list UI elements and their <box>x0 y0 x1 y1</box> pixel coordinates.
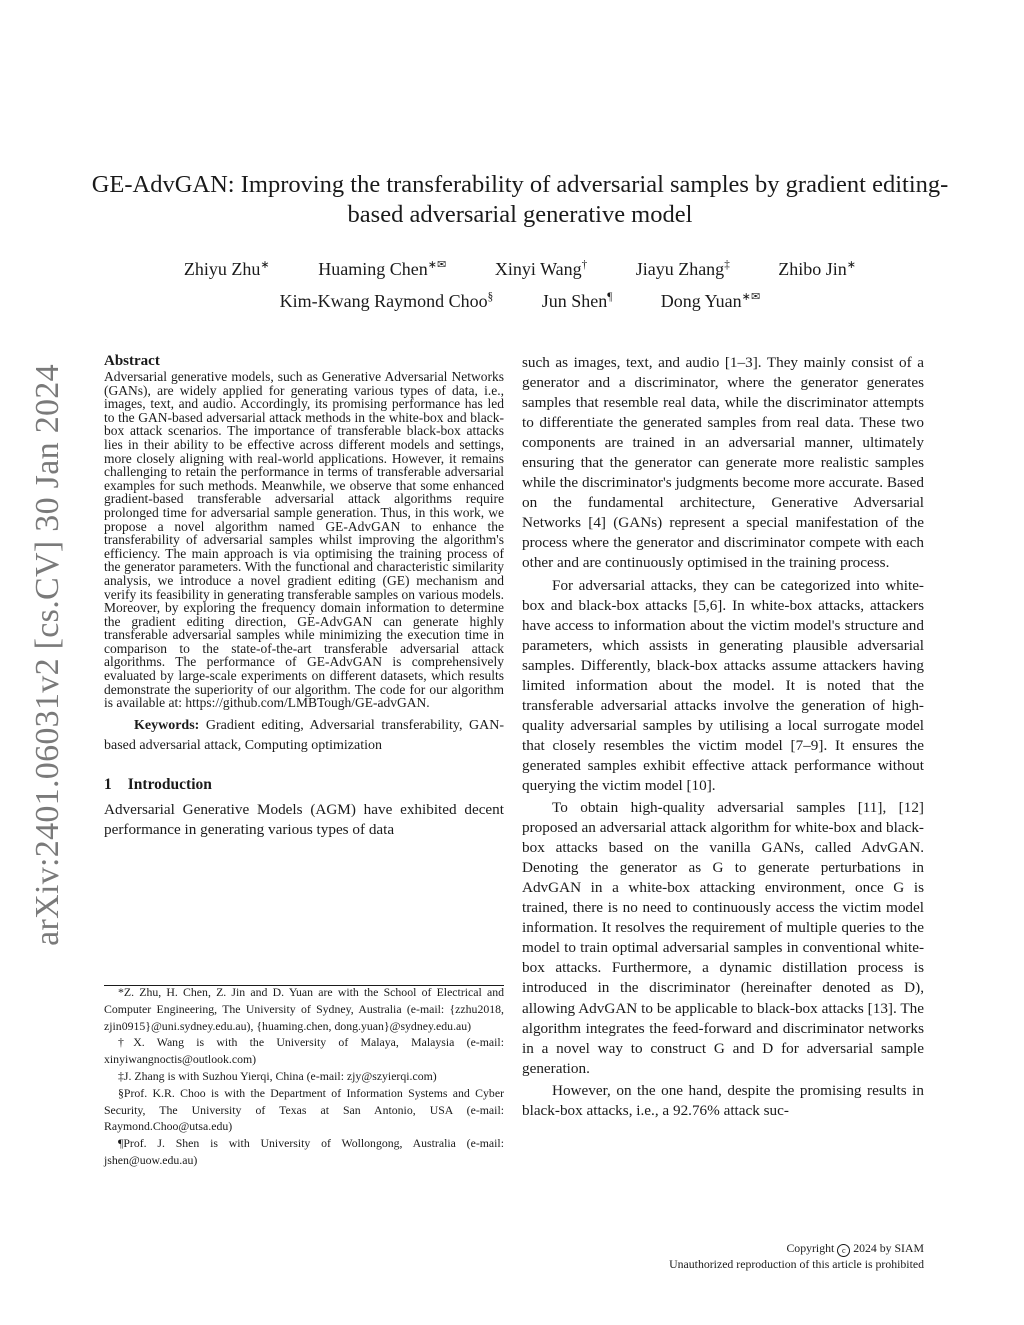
section-heading-introduction: 1 Introduction <box>104 775 212 793</box>
footnote: *Z. Zhu, H. Chen, Z. Jin and D. Yuan are with the School of Electrical and Computer Engineering, The University of Sydney, Australia (e-mail: {zzhu2018, zjin0915}@uni.sydney.edu.au), {huaming.chen, dong.yuan}@sydney.edu.au) <box>104 985 504 1033</box>
author: Zhiyu Zhu∗ <box>183 259 270 279</box>
footnote: ‡J. Zhang is with Suzhou Yierqi, China (e-mail: zjy@szyierqi.com) <box>118 1068 437 1083</box>
abstract-heading: Abstract <box>104 353 160 369</box>
left-column <box>104 352 504 840</box>
reproduction-notice: Unauthorized reproduction of this article is prohibited <box>669 1257 924 1271</box>
body-paragraph: such as images, text, and audio [1–3]. They mainly consist of a generator and a discriminator, where the generator generates samples that resemble real data, while the discriminator attempts to differentiate the generated samples from real data. These two components are trained in an adversarial manner, ultimately ensuring that the generator can generate more realistic samples while the discriminator's judgments become more accurate. Based on the fundamental architecture, Generative Adversarial Networks [4] (GANs) represent a special manifestation of the process where the generator and discriminator compete with each other and are continuously optimised in the training process. <box>522 354 924 572</box>
footnote: §Prof. K.R. Choo is with the Department of Information Systems and Cyber Security, The University of Texas at San Antonio, USA (e-mail: Raymond.Choo@utsa.edu) <box>104 1085 504 1134</box>
copyright-line: Copyright c 2024 by SIAM <box>786 1241 924 1255</box>
footnotes <box>104 985 504 1169</box>
body-paragraph: However, on the one hand, despite the promising results in black-box attacks, i.e., a 92.76% attack suc- <box>522 1081 924 1119</box>
paper-title: GE-AdvGAN: Improving the transferability of adversarial samples by gradient editing-based adversarial generative model <box>91 171 949 228</box>
author: Huaming Chen∗✉ <box>318 259 447 279</box>
keywords-label: Keywords: <box>134 717 200 733</box>
body-paragraph: For adversarial attacks, they can be categorized into white-box and black-box attacks [5,6]. In white-box attacks, attackers have access to information about the victim model's structure and parameters, which assists in generating plausible adversarial samples. Differently, black-box attacks assume attackers having limited information about the model. It is noted that the transferable adversarial attacks involve the generation of high-quality adversarial samples by utilising a local surrogate model that closely resembles the victim model [7–9]. It ensures the generated samples exhibit effective attack performance without querying the victim model [10]. <box>522 576 924 794</box>
author-list <box>90 253 950 317</box>
author: Zhibo Jin∗ <box>778 259 857 279</box>
author-row-2 <box>90 285 950 317</box>
author: Jiayu Zhang‡ <box>635 259 730 279</box>
keywords-text: Gradient editing, Adversarial transferability, GAN-based adversarial attack, Computing optimization <box>104 717 504 753</box>
copyright-symbol: c <box>837 1244 850 1257</box>
footnote: †X. Wang is with the University of Malaya, Malaysia (e-mail: xinyiwangnoctis@outlook.com) <box>104 1035 504 1067</box>
author: Kim-Kwang Raymond Choo§ <box>279 291 494 311</box>
author: Dong Yuan∗✉ <box>660 291 761 311</box>
arxiv-id: arXiv:2401.06031v2 [cs.CV] 30 Jan 2024 <box>29 364 66 946</box>
author: Xinyi Wang† <box>494 259 588 279</box>
right-column <box>522 353 924 1121</box>
abstract-body: Adversarial generative models, such as Generative Adversarial Networks (GANs), are widely applied for generating various types of data, i.e., images, text, and audio. Accordingly, its promising performance has led to the GAN-based adversarial attack methods in the white-box and black-box attack scenarios. The importance of transferable black-box attacks lies in their ability to be effective across different models and settings, more closely aligning with real-world applications. However, it remains challenging to retain the performance in terms of transferable adversarial examples for such methods. Meanwhile, we observe that some enhanced gradient-based transferable adversarial attack algorithms require prolonged time for adversarial sample generation. Thus, in this work, we propose a novel algorithm named GE-AdvGAN to enhance the transferability of adversarial samples whilst improving the algorithm's efficiency. The main approach is via optimising the training process of the generator parameters. With the functional and characteristic similarity analysis, we introduce a novel gradient editing (GE) mechanism and verify its feasibility in generating transferable samples on various models. Moreover, by exploring the frequency domain information to determine the gradient editing direction, GE-AdvGAN can generate highly transferable adversarial samples while minimizing the execution time in comparison to the state-of-the-art transferable adversarial attack algorithms. The performance of GE-AdvGAN is comprehensively evaluated by large-scale experiments on different datasets, which results demonstrate the superiority of our algorithm. The code for our algorithm is available at: https://github.com/LMBTough/GE-advGAN. <box>104 369 504 711</box>
arxiv-sidebar-stamp <box>18 360 78 950</box>
footnote: ¶Prof. J. Shen is with University of Wollongong, Australia (e-mail: jshen@uow.edu.au) <box>104 1136 504 1167</box>
intro-paragraph-start: Adversarial Generative Models (AGM) have exhibited decent performance in generating various types of data <box>104 800 504 838</box>
body-paragraph: To obtain high-quality adversarial samples [11], [12] proposed an adversarial attack algorithm for white-box and black-box attacks based on the vanilla GANs, called AdvGAN. Denoting the generator as G to generate perturbations in AdvGAN in a white-box attacking environment, once G is trained, there is no need to continuously access the victim model information. It resolves the requirement of multiple queries to the model to train optimal adversarial samples in conventional white-box attacks. Furthermore, a dynamic distillation process is introduced in the discriminator (hereinafter denoted as D), allowing AdvGAN to be applicable to black-box attacks [13]. The algorithm integrates the feed-forward and discriminator networks in a novel way to construct G and D for adversarial sample generation. <box>522 799 924 1077</box>
keywords <box>104 716 504 756</box>
author: Jun Shen¶ <box>541 291 613 311</box>
copyright-notice <box>669 1241 924 1271</box>
author-row-1 <box>90 253 950 285</box>
